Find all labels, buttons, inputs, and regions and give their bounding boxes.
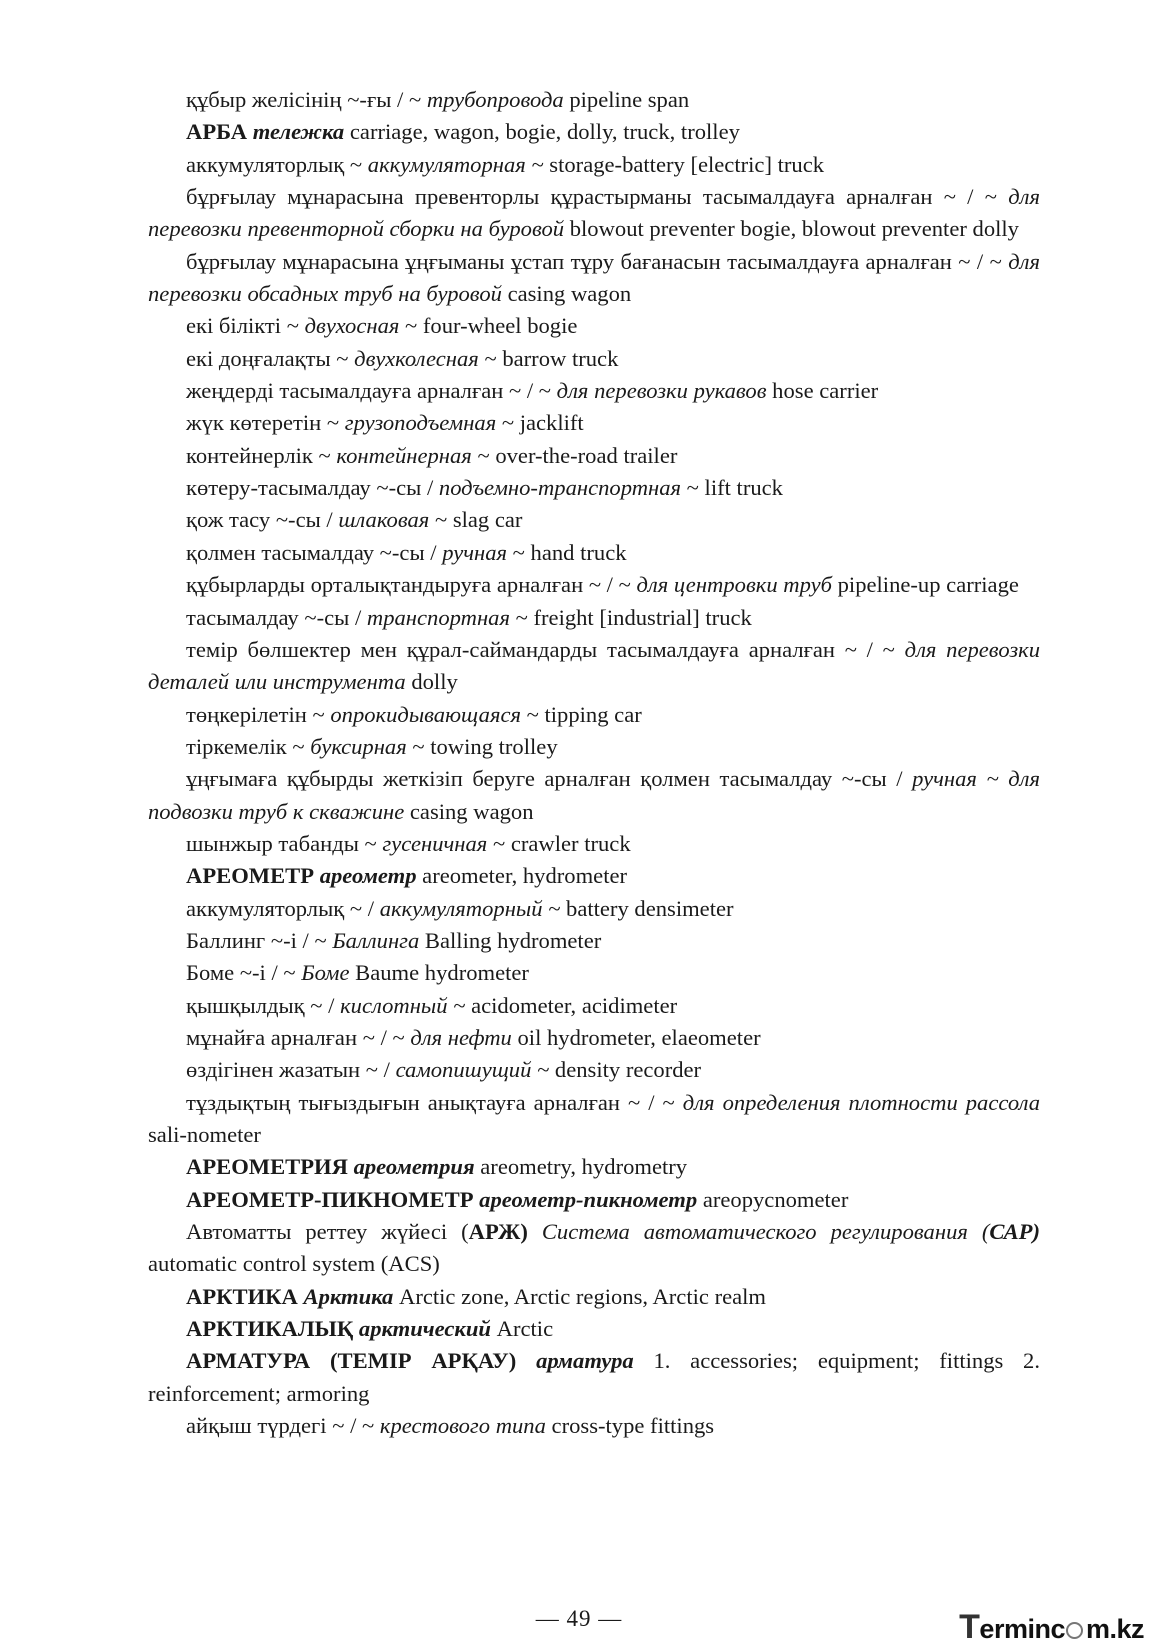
entry-text-segment: АРКТИКА: [186, 1283, 304, 1309]
entry-text-segment: екі доңғалақты ~: [186, 345, 355, 371]
entry-text-segment: буксирная: [310, 733, 407, 759]
entry-text-segment: аккумуляторлық ~: [186, 151, 368, 177]
entry-text-segment: АРЕОМЕТРИЯ: [186, 1154, 354, 1180]
entry-text-segment: automatic control system (ACS): [148, 1251, 440, 1277]
entry-text-segment: casing wagon: [501, 281, 632, 307]
entry-text-segment: [528, 1219, 542, 1244]
entry-text-segment: бұрғылау мұнарасына превенторлы құрастырманы тасымалдауға арналған ~ / ~: [186, 184, 1009, 210]
entry-text-segment: battery densimeter: [560, 895, 734, 921]
entry-text-segment: контейнерная: [336, 442, 472, 468]
entry-text-segment: Arctic zone, Arctic regions, Arctic realm: [393, 1283, 767, 1309]
entry-text-segment: ~ crawler truck: [487, 830, 631, 856]
dictionary-entry: [148, 602, 1040, 634]
entry-text-segment: carriage, wagon, bogie, dolly, truck, trolley: [344, 119, 740, 145]
entry-text-segment: екі білікті ~: [186, 313, 305, 339]
entry-text-segment: cross-type fittings: [545, 1413, 715, 1439]
entry-text-segment: для центровки труб: [636, 572, 832, 598]
entry-text-segment: ~ slag car: [429, 507, 523, 533]
entry-text-segment: АРКТИКАЛЫҚ: [186, 1316, 359, 1342]
entry-text-segment: areopycnometer: [697, 1186, 849, 1212]
entry-text-segment: трубопровода: [426, 87, 564, 112]
entry-text-segment: sali-nometer: [148, 1122, 261, 1147]
dictionary-entry: [148, 1151, 1040, 1183]
entry-text-segment: АРЕОМЕТР: [186, 863, 320, 889]
watermark-text-end: m.kz: [1085, 1614, 1144, 1644]
entry-text-segment: ~ freight [industrial] truck: [509, 604, 752, 630]
entry-text-segment: кислотный ~: [340, 992, 466, 1018]
entry-text-segment: oil hydrometer, elaeometer: [511, 1024, 761, 1050]
entry-text-segment: ареометрия: [353, 1154, 475, 1180]
entry-text-segment: жүк көтеретін ~: [186, 410, 345, 436]
entry-text-segment: контейнерлік ~: [186, 442, 337, 468]
dictionary-entry: [148, 246, 1040, 311]
entry-text-segment: гусеничная: [382, 830, 488, 856]
entry-text-segment: areometer, hydrometer: [416, 863, 628, 889]
dictionary-entry: [148, 1054, 1040, 1086]
entry-text-segment: көтеру-тасымалдау ~-сы /: [186, 475, 439, 501]
dictionary-entry: [148, 731, 1040, 763]
entry-text-segment: hose carrier: [766, 378, 879, 404]
entry-text-segment: casing wagon: [404, 798, 534, 824]
entry-text-segment: ручная: [442, 539, 508, 565]
watermark-text-start: erminc: [979, 1614, 1065, 1644]
dictionary-entry: [148, 925, 1040, 957]
dictionary-entry: [148, 893, 1040, 925]
dictionary-entry: [148, 310, 1040, 342]
entry-text-segment: транспортная: [366, 604, 510, 630]
dictionary-entry: [148, 181, 1040, 246]
entry-text-segment: двухколесная: [354, 345, 479, 371]
dictionary-entry: [148, 1087, 1040, 1152]
dictionary-page-text: [148, 84, 1040, 1442]
entry-text-segment: тасымалдау ~-сы /: [186, 604, 367, 630]
entry-text-segment: для перевозки деталей или инструмента: [148, 636, 1040, 695]
entry-text-segment: blowout preventer bogie, blowout preventer dolly: [564, 216, 1019, 242]
entry-text-segment: арматура: [536, 1348, 634, 1374]
entry-text-segment: темір бөлшектер мен құрал-саймандарды тасымалдауға арналған ~ / ~: [186, 636, 905, 662]
entry-text-segment: қож тасу ~-сы /: [186, 507, 339, 533]
entry-text-segment: Арктика: [303, 1283, 394, 1309]
dictionary-entry: [148, 1281, 1040, 1313]
entry-text-segment: ~ towing trolley: [406, 733, 558, 759]
dictionary-entry: [148, 407, 1040, 439]
entry-text-segment: pipeline-up carriage: [831, 572, 1019, 598]
entry-text-segment: САР): [989, 1219, 1041, 1245]
entry-text-segment: Баллинг ~-і / ~: [186, 927, 333, 953]
entry-text-segment: тіркемелік ~: [186, 733, 311, 759]
entry-text-segment: storage-battery [electric] truck: [543, 151, 825, 177]
entry-text-segment: ~ four-wheel bogie: [399, 313, 578, 339]
dictionary-entry: [148, 116, 1040, 148]
entry-text-segment: dolly: [405, 669, 458, 695]
entry-text-segment: АРБА: [186, 119, 253, 145]
entry-text-segment: мұнайға арналған ~ / ~: [186, 1024, 411, 1050]
dictionary-entry: [148, 537, 1040, 569]
entry-text-segment: ~ barrow truck: [478, 345, 619, 371]
dictionary-entry: [148, 440, 1040, 472]
entry-text-segment: density recorder: [549, 1057, 702, 1083]
entry-text-segment: шынжыр табанды ~: [186, 830, 383, 856]
entry-text-segment: опрокидывающаяся: [330, 701, 521, 727]
entry-text-segment: аккумуляторлық ~ /: [186, 895, 380, 921]
dictionary-entry: [148, 1313, 1040, 1345]
dictionary-entry: [148, 1216, 1040, 1281]
entry-text-segment: аккумуляторный ~: [379, 895, 561, 921]
entry-text-segment: аккумуляторная ~: [367, 151, 544, 177]
dictionary-entry: [148, 634, 1040, 699]
entry-text-segment: ареометр-пикнометр: [479, 1186, 698, 1212]
dictionary-entry: [148, 763, 1040, 828]
entry-text-segment: қышқылдық ~ /: [186, 992, 341, 1018]
dictionary-entry: [148, 957, 1040, 989]
entry-text-segment: ~ over-the-road trailer: [471, 442, 678, 468]
dictionary-entry: [148, 1022, 1040, 1054]
entry-text-segment: грузоподъемная: [344, 410, 497, 436]
termincom-watermark-logo: [959, 1608, 1144, 1646]
entry-text-segment: Система автоматического регулирования (: [541, 1219, 990, 1245]
magnifier-icon: [1066, 1622, 1083, 1639]
entry-text-segment: құбыр желісінің ~-ғы / ~: [186, 87, 427, 112]
watermark-t-letter: T: [959, 1608, 980, 1646]
entry-text-segment: төңкерілетін ~: [186, 701, 331, 727]
entry-text-segment: құбырларды орталықтандыруға арналған ~ / ~: [186, 572, 637, 598]
entry-text-segment: АРМАТУРА (ТЕМІР АРҚАУ): [186, 1348, 537, 1374]
entry-text-segment: Баллинга: [332, 927, 420, 953]
entry-text-segment: Боме: [301, 960, 350, 986]
entry-text-segment: для перевозки рукавов: [556, 378, 767, 404]
dictionary-entry: [148, 860, 1040, 892]
entry-text-segment: acidometer, acidimeter: [465, 992, 678, 1018]
dictionary-entry: [148, 472, 1040, 504]
page-number: — 49 —: [535, 1606, 623, 1631]
dictionary-entry: [148, 1410, 1040, 1442]
entry-text-segment: для определения плотности рассола: [682, 1089, 1041, 1115]
entry-text-segment: жеңдерді тасымалдауға арналған ~ / ~: [186, 378, 557, 404]
dictionary-entry: [148, 84, 1040, 116]
entry-text-segment: айқыш түрдегі ~ / ~: [186, 1413, 380, 1439]
dictionary-entry: [148, 504, 1040, 536]
entry-text-segment: ~ lift truck: [681, 475, 783, 501]
entry-text-segment: шлаковая: [338, 507, 430, 533]
entry-text-segment: для перевозки обсадных труб на буровой: [148, 248, 1040, 307]
entry-text-segment: pipeline span: [563, 87, 690, 112]
entry-text-segment: АРЕОМЕТР-ПИКНОМЕТР: [186, 1186, 480, 1212]
entry-text-segment: ареометр: [319, 863, 417, 889]
entry-text-segment: самопишущий ~: [395, 1057, 550, 1083]
entry-text-segment: 1. accessories; equipment; fittings 2. reinforcement; armoring: [148, 1348, 1041, 1406]
entry-text-segment: тұздықтың тығыздығын анықтауға арналған ~ / ~: [186, 1089, 683, 1115]
dictionary-entry: [148, 343, 1040, 375]
entry-text-segment: ~ hand truck: [507, 539, 627, 565]
entry-text-segment: Боме ~-і / ~: [186, 960, 302, 986]
entry-text-segment: қолмен тасымалдау ~-сы /: [186, 539, 443, 565]
entry-text-segment: Arctic: [491, 1316, 554, 1342]
entry-text-segment: ручная ~ для подвозки труб к скважине: [148, 766, 1040, 824]
entry-text-segment: для перевозки превенторной сборки на буровой: [148, 184, 1040, 242]
dictionary-entry: [148, 990, 1040, 1022]
entry-text-segment: Baume hydrometer: [349, 960, 529, 986]
dictionary-entry: [148, 1345, 1040, 1410]
entry-text-segment: тележка: [252, 119, 345, 145]
entry-text-segment: ~ jacklift: [496, 410, 584, 436]
dictionary-entry: [148, 569, 1040, 601]
entry-text-segment: ~ tipping car: [520, 701, 642, 727]
entry-text-segment: areometry, hydrometry: [474, 1154, 688, 1180]
dictionary-entry: [148, 828, 1040, 860]
dictionary-entry: [148, 375, 1040, 407]
entry-text-segment: крестового типа: [379, 1413, 546, 1439]
entry-text-segment: Автоматты реттеу жүйесі (: [186, 1219, 469, 1245]
entry-text-segment: Balling hydrometer: [419, 927, 602, 953]
entry-text-segment: ұңғымаға құбырды жеткізіп беруге арналған қолмен тасымалдау ~-сы /: [186, 766, 913, 792]
entry-text-segment: өздігінен жазатын ~ /: [186, 1057, 396, 1083]
entry-text-segment: для нефти: [410, 1024, 512, 1050]
dictionary-entry: [148, 149, 1040, 181]
entry-text-segment: бұрғылау мұнарасына ұңғыманы ұстап тұру бағанасын тасымалдауға арналған ~ / ~: [186, 248, 1009, 274]
dictionary-entry: [148, 1184, 1040, 1216]
entry-text-segment: подъемно-транспортная: [438, 475, 682, 501]
entry-text-segment: двухосная: [304, 313, 400, 339]
entry-text-segment: арктический: [358, 1316, 491, 1342]
dictionary-entry: [148, 699, 1040, 731]
entry-text-segment: АРЖ): [468, 1219, 528, 1245]
